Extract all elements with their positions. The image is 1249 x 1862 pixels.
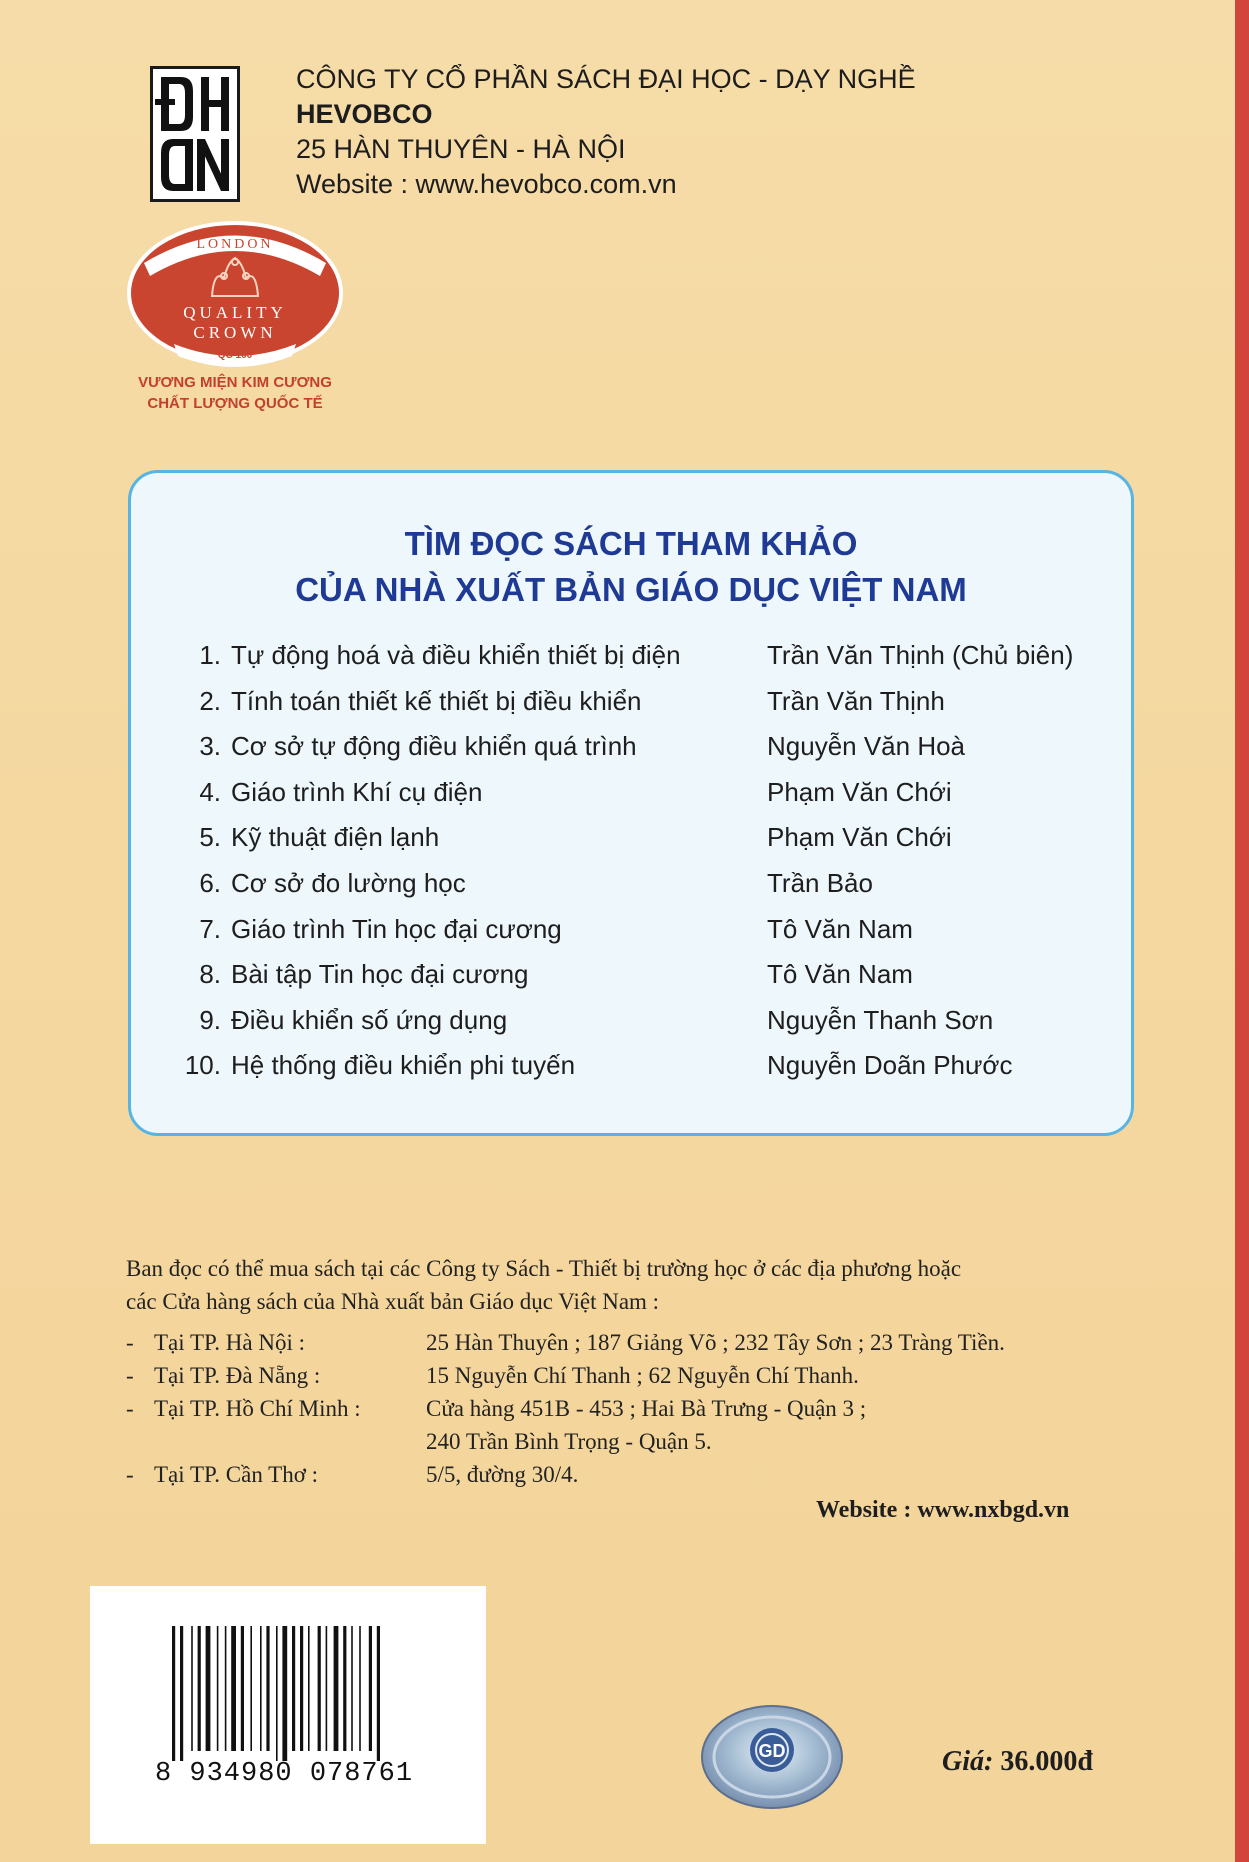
barcode-bar	[282, 1626, 287, 1761]
reference-title-line1: TÌM ĐỌC SÁCH THAM KHẢO	[404, 525, 858, 562]
gd-hologram-seal-icon	[700, 1704, 844, 1810]
reference-item	[173, 815, 1113, 861]
reference-item-title: Cơ sở đo lường học	[231, 867, 466, 898]
barcode-bar	[266, 1626, 269, 1751]
hologram-letters: GD	[758, 1741, 786, 1761]
store-intro	[126, 1252, 1126, 1318]
reference-item	[173, 952, 1113, 998]
store-dash: -	[126, 1462, 134, 1487]
reference-item-number: 5.	[199, 822, 221, 853]
barcode-bar	[260, 1626, 262, 1751]
reference-item-number: 4.	[199, 776, 221, 807]
price	[942, 1746, 1093, 1778]
barcode-label	[90, 1586, 486, 1844]
reference-item-author: Phạm Văn Chới	[767, 776, 952, 807]
barcode-bar	[241, 1626, 244, 1751]
reference-item-number: 9.	[199, 1004, 221, 1035]
store-address: 25 Hàn Thuyên ; 187 Giảng Võ ; 232 Tây Sơn ; 23 Tràng Tiền.	[426, 1330, 1005, 1355]
barcode-bar	[343, 1626, 346, 1751]
store-row	[126, 1458, 1126, 1491]
barcode-bar	[326, 1626, 328, 1751]
company-address: 25 HÀN THUYÊN - HÀ NỘI	[296, 134, 626, 164]
seal-code: QC 100	[217, 350, 253, 361]
reference-item-title: Giáo trình Khí cụ điện	[231, 776, 483, 807]
reference-list	[173, 633, 1113, 1089]
reference-books-box	[128, 470, 1134, 1136]
reference-item-title: Kỹ thuật điện lạnh	[231, 822, 440, 853]
reference-item-number: 6.	[199, 867, 221, 898]
store-city: Tại TP. Cần Thơ :	[154, 1462, 319, 1487]
price-value: 36.000đ	[1000, 1746, 1093, 1777]
store-address: 5/5, đường 30/4.	[426, 1462, 579, 1487]
store-address: 15 Nguyễn Chí Thanh ; 62 Nguyễn Chí Thanh.	[426, 1363, 859, 1388]
barcode-bar	[250, 1626, 252, 1751]
barcode-bar	[180, 1626, 183, 1761]
reference-item	[173, 907, 1113, 953]
barcode-bar	[318, 1626, 321, 1751]
store-city: Tại TP. Hà Nội :	[154, 1330, 305, 1355]
store-dash: -	[126, 1330, 134, 1355]
reference-item-author: Tô Văn Nam	[767, 913, 913, 944]
publisher-block	[296, 62, 916, 202]
seal-london: LONDON	[196, 237, 274, 252]
barcode-bar	[308, 1626, 310, 1751]
store-address: Cửa hàng 451B - 453 ; Hai Bà Trưng - Quận 3 ;	[426, 1396, 867, 1421]
reference-item-title: Cơ sở tự động điều khiển quá trình	[231, 731, 637, 762]
store-address: 240 Trần Bình Trọng - Quận 5.	[426, 1429, 712, 1454]
reference-item-author: Trần Văn Thịnh	[767, 685, 945, 716]
reference-item-author: Trần Bảo	[767, 867, 873, 898]
store-dash: -	[126, 1396, 134, 1421]
reference-item-title: Bài tập Tin học đại cương	[231, 959, 529, 990]
reference-item-author: Nguyễn Doãn Phước	[767, 1050, 1013, 1081]
reference-item-author: Nguyễn Văn Hoà	[767, 731, 966, 762]
reference-item-title: Điều khiển số ứng dụng	[231, 1004, 508, 1035]
reference-item	[173, 770, 1113, 816]
barcode-bar	[217, 1626, 219, 1751]
seal-caption-line1: VƯƠNG MIỆN KIM CƯƠNG	[138, 374, 332, 391]
reference-item	[173, 861, 1113, 907]
reference-item-title: Tính toán thiết kế thiết bị điều khiển	[231, 685, 642, 716]
barcode-icon	[170, 1626, 405, 1761]
quality-crown-seal-icon	[124, 218, 346, 368]
store-city: Tại TP. Đà Nẵng :	[154, 1363, 321, 1388]
reference-item-title: Tự động hoá và điều khiển thiết bị điện	[231, 640, 681, 670]
reference-item-title: Giáo trình Tin học đại cương	[231, 913, 562, 944]
reference-item	[173, 633, 1113, 679]
reference-title-line2: CỦA NHÀ XUẤT BẢN GIÁO DỤC VIỆT NAM	[295, 571, 967, 608]
red-spine-edge	[1235, 0, 1249, 1862]
reference-item-author: Nguyễn Thanh Sơn	[767, 1004, 994, 1035]
store-info	[126, 1252, 1126, 1491]
reference-item-number: 3.	[199, 731, 221, 762]
reference-item	[173, 1043, 1113, 1089]
reference-item-author: Tô Văn Nam	[767, 959, 913, 990]
store-row	[126, 1359, 1126, 1392]
barcode-bar	[172, 1626, 175, 1761]
reference-item	[173, 679, 1113, 725]
store-row	[126, 1425, 1126, 1458]
company-website: Website : www.hevobco.com.vn	[296, 169, 677, 199]
store-intro-line2: các Cửa hàng sách của Nhà xuất bản Giáo dục Việt Nam :	[126, 1289, 660, 1314]
nxbgd-website: Website : www.nxbgd.vn	[816, 1497, 1070, 1523]
seal-crown: CROWN	[193, 323, 277, 342]
barcode-bar	[334, 1626, 339, 1751]
reference-item-number: 8.	[199, 959, 221, 990]
store-city: Tại TP. Hồ Chí Minh :	[154, 1396, 361, 1421]
reference-item	[173, 998, 1113, 1044]
barcode-bar	[206, 1626, 211, 1751]
reference-item-number: 2.	[199, 685, 221, 716]
company-name: CÔNG TY CỔ PHẦN SÁCH ĐẠI HỌC - DẠY NGHỀ	[296, 64, 916, 94]
barcode-bar	[225, 1626, 227, 1751]
dh-dn-logo-icon	[150, 66, 240, 202]
barcode-bar	[369, 1626, 372, 1751]
store-dash: -	[126, 1363, 134, 1388]
store-row	[126, 1392, 1126, 1425]
barcode-bar	[191, 1626, 193, 1751]
store-intro-line1: Ban đọc có thể mua sách tại các Công ty Sách - Thiết bị trường học ở các địa phương hoặc	[126, 1256, 962, 1281]
barcode-bar	[292, 1626, 295, 1751]
store-row	[126, 1326, 1126, 1359]
reference-item-title: Hệ thống điều khiển phi tuyến	[231, 1050, 576, 1081]
barcode-bar	[377, 1626, 380, 1761]
barcode-bar	[359, 1626, 361, 1751]
reference-item	[173, 724, 1113, 770]
reference-item-number: 1.	[199, 640, 221, 670]
store-list	[126, 1326, 1126, 1491]
seal-caption	[110, 372, 360, 414]
reference-item-author: Phạm Văn Chới	[767, 822, 952, 853]
reference-item-number: 7.	[199, 913, 221, 944]
seal-quality: QUALITY	[183, 303, 287, 322]
reference-item-number: 10.	[184, 1050, 221, 1081]
brand-name: HEVOBCO	[296, 99, 433, 129]
barcode-digits: 8 934980 078761	[155, 1759, 414, 1789]
barcode-bar	[300, 1626, 303, 1751]
barcode-bar	[231, 1626, 236, 1751]
seal-caption-line2: CHẤT LƯỢNG QUỐC TẾ	[147, 395, 323, 412]
price-label: Giá:	[942, 1746, 994, 1777]
reference-item-author: Trần Văn Thịnh (Chủ biên)	[767, 640, 1074, 670]
barcode-bar	[276, 1626, 278, 1761]
barcode-bar	[351, 1626, 353, 1751]
barcode-bar	[198, 1626, 201, 1751]
